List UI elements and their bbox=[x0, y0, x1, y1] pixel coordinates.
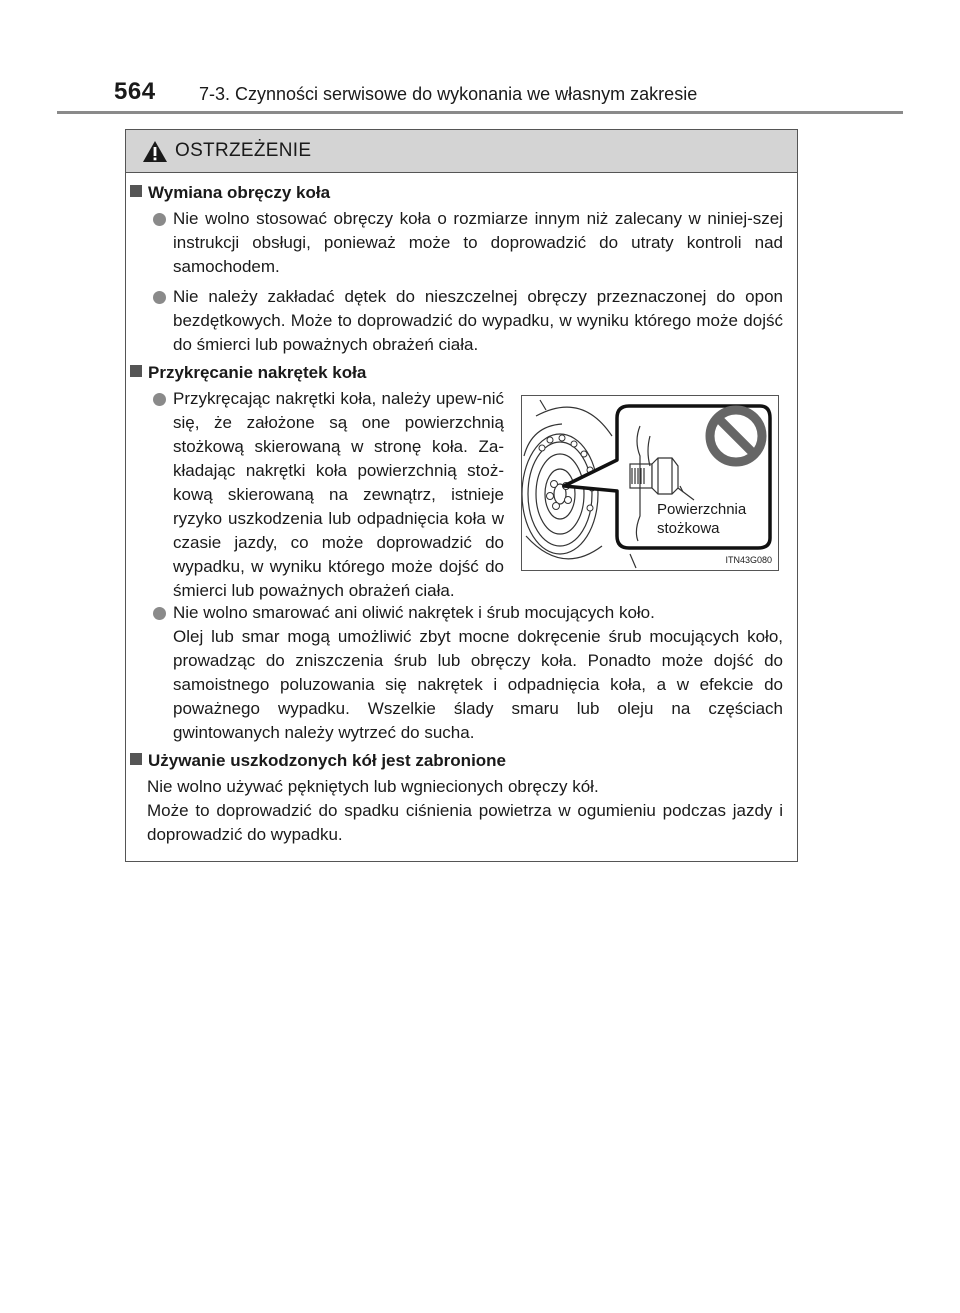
header-rule bbox=[57, 111, 903, 114]
paragraph-inner-tube: Nie należy zakładać dętek do nieszczelnej obręczy przeznaczonej do opon bezdętkowych. Może to doprowadzić do wypadku, w wyniku którego może dojść do śmierci lub poważnych obrażeń ciała. bbox=[173, 287, 783, 354]
square-bullet-icon bbox=[130, 185, 142, 197]
page-section-title: 7-3. Czynności serwisowe do wykonania we własnym zakresie bbox=[199, 84, 698, 104]
paragraph-tapered-surface: Przykręcając nakrętki koła, należy upew-nić się, że założone są one powierzchnią stożkową skierowaną w stronę koła. Za-kładając nakrętki koła powierzchnią stoż-kową skierowaną na zewnątrz, istnieje ryzyko uszkodzenia lub odpadnięcia koła w czasie jazdy, co może doprowadzić do wypadku, w wyniku którego może dojść do śmierci lub poważnych obrażeń ciała. bbox=[173, 389, 504, 600]
figure-wheel-nut bbox=[521, 395, 779, 571]
paragraph-lubrication-risk: Olej lub smar mogą umożliwić zbyt mocne dokręcenie śrub mocujących koło, prowadząc do zniszczenia śrub lub obręczy koła. Ponadto może dojść do samoistnego poluzowania się nakrętek i odpadnięcia koła, a w efekcie do poważnego wypadku. Wszelkie ślady smaru lub oleju na częściach gwintowanych należy wytrzeć do sucha. bbox=[173, 627, 783, 742]
square-bullet-icon bbox=[130, 753, 142, 765]
section-title-damaged-wheels: Używanie uszkodzonych kół jest zabronione bbox=[130, 749, 506, 773]
bullet-dot-icon bbox=[153, 607, 166, 620]
page-number: 564 bbox=[114, 78, 156, 105]
warning-triangle-icon bbox=[142, 140, 168, 163]
bullet-dot-icon bbox=[153, 213, 166, 226]
paragraph-damaged-rims: Nie wolno używać pękniętych lub wgniecionych obręczy kół. bbox=[147, 777, 599, 796]
paragraph-rim-size: Nie wolno stosować obręczy koła o rozmiarze innym niż zalecany w niniej-szej instrukcji obsługi, ponieważ może to doprowadzić do utraty kontroli nad samochodem. bbox=[173, 209, 783, 276]
figure-code: ITN43G080 bbox=[725, 555, 772, 565]
figure-label: Powierzchnia stożkowa bbox=[657, 501, 747, 537]
warning-header bbox=[126, 130, 797, 173]
page-header bbox=[0, 0, 960, 112]
paragraph-pressure-loss: Może to doprowadzić do spadku ciśnienia powietrza w ogumieniu podczas jazdy i doprowadzić do wypadku. bbox=[147, 801, 783, 844]
bullet-dot-icon bbox=[153, 291, 166, 304]
warning-title: OSTRZEŻENIE bbox=[175, 140, 312, 161]
paragraph-no-lubrication: Nie wolno smarować ani oliwić nakrętek i śrub mocujących koło. bbox=[173, 603, 655, 622]
bullet-dot-icon bbox=[153, 393, 166, 406]
wheel-nut-illustration bbox=[522, 396, 780, 572]
section-title-lug-nuts: Przykręcanie nakrętek koła bbox=[130, 361, 366, 385]
square-bullet-icon bbox=[130, 365, 142, 377]
section-title-rim-replacement: Wymiana obręczy koła bbox=[130, 181, 330, 205]
